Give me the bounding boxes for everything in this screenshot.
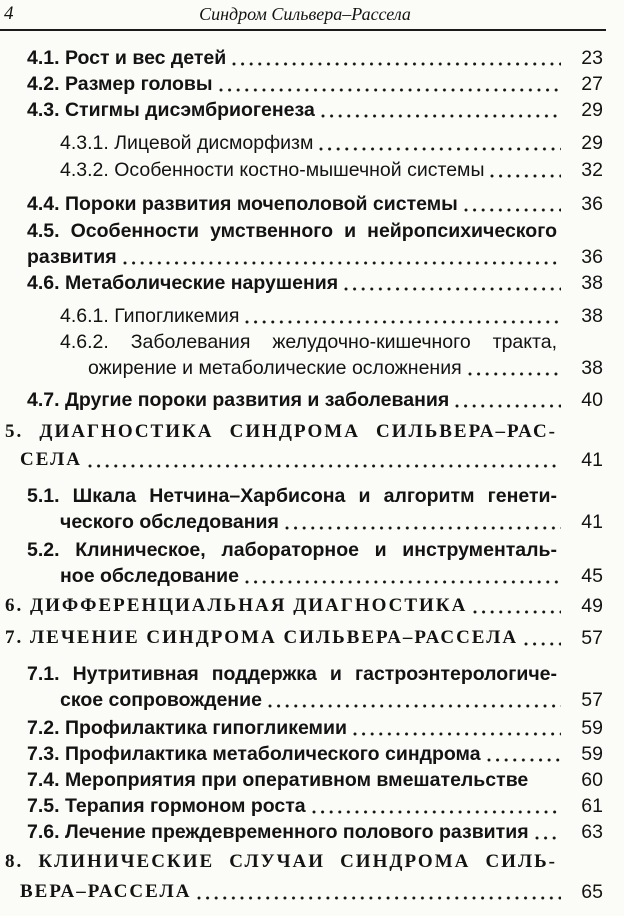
toc-page-number: 41 [581,511,603,533]
toc-entry-line [27,715,603,741]
toc-entry-title: 5.2. Клиническое, лабораторное и инструменталь- [27,539,557,561]
toc-entry-title: 4.3.1. Лицевой дисморфизм [60,132,314,154]
toc-page-number: 27 [581,73,603,95]
toc-page-number: 32 [581,159,603,181]
dot-leader [88,447,561,473]
dot-leader [319,130,561,156]
toc-page-number: 38 [581,305,603,327]
toc-entry-4-1 [27,45,603,71]
toc-entry-title: 4.7. Другие пороки развития и заболевания [27,389,450,411]
toc-section-title-cont: СЕЛА [20,449,83,470]
toc-entry-4-6-2 [60,329,603,381]
toc-entry-line [27,97,603,123]
dot-leader [468,355,561,381]
toc-page-number: 41 [581,449,603,471]
toc-page-number: 29 [581,99,603,121]
toc-entry-title: 4.4. Пороки развития мочеполовой системы [27,193,458,215]
toc-entry-7-2 [27,715,603,741]
toc-entry-title-cont: ожирение и метаболические осложнения [88,357,462,379]
toc-entry-line [5,625,603,651]
toc-entry-5-1 [27,483,603,535]
toc-entry-line [27,244,603,270]
toc-entry-line [20,447,603,473]
toc-entry-line [27,191,603,217]
dot-leader [197,879,561,905]
toc-entry-4-6-1 [60,303,603,329]
toc-page-number: 61 [581,795,603,817]
header-rule [0,29,606,31]
toc-section-5 [5,419,603,473]
dot-leader [473,593,561,619]
toc-entry-title: 4.6. Метаболические нарушения [27,272,339,294]
toc-entry-title: 7.1. Нутритивная поддержка и гастроэнтерологиче- [27,663,557,685]
toc-section-title: 8. КЛИНИЧЕСКИЕ СЛУЧАИ СИНДРОМА СИЛЬ- [5,851,557,872]
toc-entry-line [60,157,603,183]
spacer [528,767,571,793]
toc-entry-title-cont: развития [27,246,117,268]
dot-leader [321,97,561,123]
toc-page-number: 38 [581,272,603,294]
toc-entry-4-7 [27,387,603,413]
toc-entry-title-cont: ское сопровождение [60,689,262,711]
dot-leader [490,157,561,183]
toc-entry-title: 7.3. Профилактика метаболического синдрома [27,743,481,765]
toc-entry-line [20,879,603,905]
toc-page-number: 29 [581,132,603,154]
toc-page-number: 65 [581,881,603,903]
toc-entry-line [27,741,603,767]
toc-entry-7-6 [27,819,603,845]
dot-leader [312,793,561,819]
dot-leader [455,387,561,413]
toc-entry-title: 5.1. Шкала Нетчина–Харбисона и алгоритм генети- [27,485,557,507]
toc-section-title: 5. ДИАГНОСТИКА СИНДРОМА СИЛЬВЕРА–РАС- [5,421,557,442]
toc-entry-title: 4.1. Рост и вес детей [27,47,227,69]
toc-entry-line [27,819,603,845]
dot-leader [123,244,561,270]
toc-entry-4-6 [27,270,603,296]
toc-entry-line [5,593,603,619]
toc-entry-title: 7.6. Лечение преждевременного полового развития [27,821,529,843]
toc-entry-4-5 [27,218,603,270]
toc-entry-title: 4.3. Стигмы дисэмбриогенеза [27,99,315,121]
dot-leader [245,303,561,329]
dot-leader [353,715,561,741]
toc-entry-5-2 [27,537,603,589]
toc-page-number: 57 [581,689,603,711]
toc-entry-line [27,793,603,819]
toc-section-title: 7. ЛЕЧЕНИЕ СИНДРОМА СИЛЬВЕРА–РАССЕЛА [5,627,519,648]
toc-page-number: 57 [581,627,603,649]
toc-entry-7-1 [27,661,603,713]
toc-entry-line [60,303,603,329]
toc-page-number: 49 [581,595,603,617]
toc-entry-4-2 [27,71,603,97]
toc-entry-title: 4.3.2. Особенности костно-мышечной системы [60,159,485,181]
toc-entry-line [27,71,603,97]
dot-leader [524,625,561,651]
toc-section-7 [5,625,603,651]
toc-page-number: 23 [581,47,603,69]
toc-entry-title: 7.2. Профилактика гипогликемии [27,717,347,739]
toc-entry-4-3-2 [60,157,603,183]
toc-entry-line [27,45,603,71]
toc-entry-7-4 [27,767,603,793]
dot-leader [219,71,561,97]
toc-entry-line [60,509,603,535]
toc-entry-line [60,563,603,589]
toc-entry-title-cont: ческого обследования [60,511,279,533]
toc-entry-line [60,130,603,156]
toc-page-number: 36 [581,246,603,268]
header-page-number: 4 [4,3,14,24]
toc-section-6 [5,593,603,619]
toc-entry-title: 4.6.1. Гипогликемия [60,305,240,327]
dot-leader [268,687,561,713]
dot-leader [245,563,561,589]
toc-entry-line [60,687,603,713]
toc-entry-title: 4.5. Особенности умственного и нейропсихического [27,220,557,242]
toc-page-number: 60 [581,769,603,791]
toc-page-number: 45 [581,565,603,587]
dot-leader [232,45,561,71]
toc-section-title-cont: ВЕРА–РАССЕЛА [20,881,192,902]
toc-entry-title: 4.2. Размер головы [27,73,213,95]
toc-entry-line [27,387,603,413]
toc-entry-4-3-1 [60,130,603,156]
toc-entry-title: 4.6.2. Заболевания желудочно-кишечного тракта, [60,331,557,353]
toc-entry-line [27,270,603,296]
toc-entry-7-5 [27,793,603,819]
dot-leader [285,509,561,535]
toc-page-number: 63 [581,821,603,843]
toc-entry-line [88,355,603,381]
toc-entry-title-cont: ное обследование [60,565,239,587]
toc-page-number: 59 [581,717,603,739]
toc-page-number: 36 [581,193,603,215]
toc-section-8 [5,849,603,905]
toc-entry-line [27,767,603,793]
toc-entry-title: 7.5. Терапия гормоном роста [27,795,306,817]
toc-page-number: 40 [581,389,603,411]
dot-leader [535,819,561,845]
dot-leader [487,741,561,767]
toc-entry-7-3 [27,741,603,767]
running-title: Синдром Сильвера–Рассела [199,4,411,24]
toc-page-number: 59 [581,743,603,765]
dot-leader [464,191,561,217]
toc-section-title: 6. ДИФФЕРЕНЦИАЛЬНАЯ ДИАГНОСТИКА [5,595,468,616]
dot-leader [344,270,561,296]
toc-page-number: 38 [581,357,603,379]
toc-entry-4-3 [27,97,603,123]
toc-entry-4-4 [27,191,603,217]
toc-entry-title: 7.4. Мероприятия при оперативном вмешательстве [27,769,529,791]
